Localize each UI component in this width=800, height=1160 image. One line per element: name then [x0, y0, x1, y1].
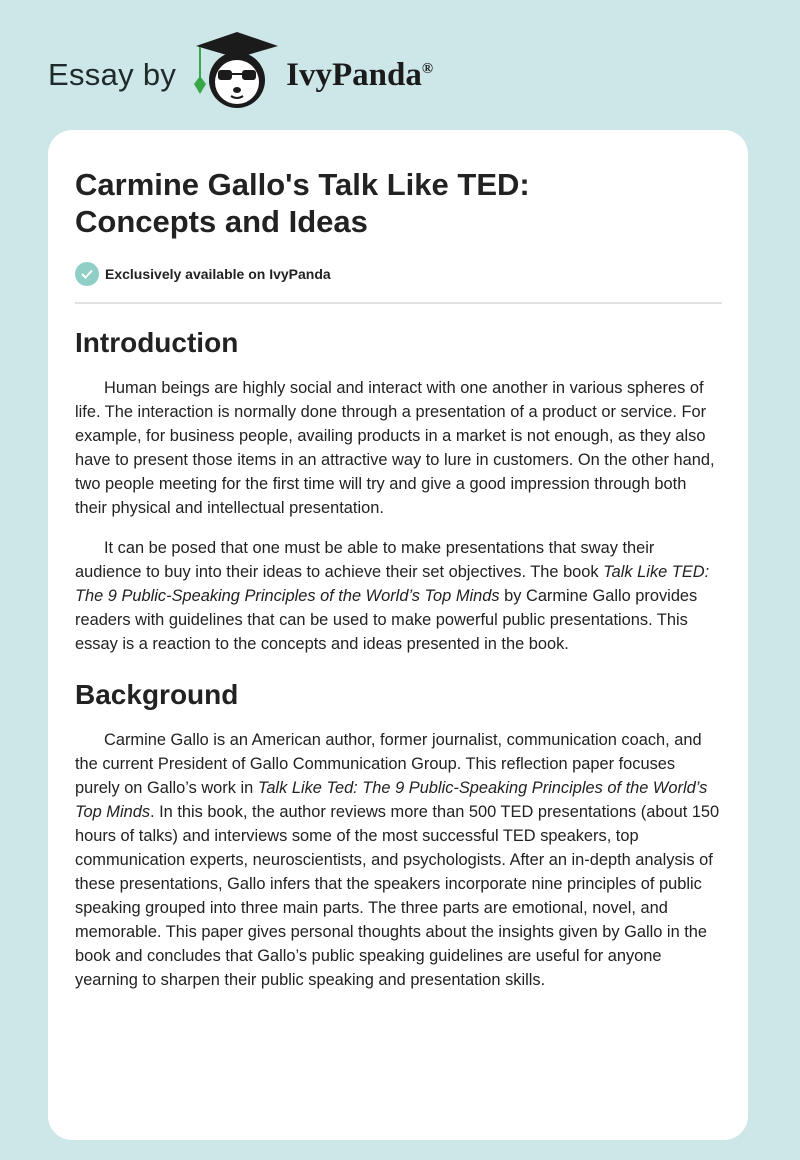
text-segment: by Carmine Gallo provides readers with guidelines that can be used to make powerful public presentations. This essay is a reaction to the concepts and ideas presented in the book. [75, 587, 698, 653]
text-segment: It can be posed that one must be able to make presentations that sway their audience to buy into their ideas to achieve their set objectives. The book [75, 539, 655, 581]
text-segment: Carmine Gallo is an American author, former journalist, communication coach, and the current President of Gallo Communication Group. This reflection paper focuses purely on Gallo’s work in [75, 731, 702, 797]
book-title: Talk Like TED: The 9 Public-Speaking Principles of the World’s Top Minds [75, 563, 710, 605]
site-header [48, 40, 433, 110]
text-segment: . In this book, the author reviews more than 500 TED presentations (about 150 hours of talks) and interviews some of the most successful TED speakers, top communication experts, neuroscientists, and psychologists. After an in-depth analysis of these presentations, Gallo infers that the speakers incorporate nine principles of public speaking grouped into three main parts. The three parts are emotional, novel, and memorable. This paper gives personal thoughts about the insights given by Gallo in the book and concludes that Gallo’s public speaking guidelines are useful for anyone yearning to sharpen their public speaking and presentation skills. [75, 803, 720, 989]
check-icon [75, 262, 99, 286]
section-heading: Background [75, 679, 239, 710]
badge-text: Exclusively available on IvyPanda [105, 266, 331, 282]
ivypanda-logo-icon[interactable] [194, 28, 280, 114]
title-line-1: Carmine Gallo's Talk Like TED: [75, 167, 530, 202]
paragraph [75, 376, 722, 520]
text-segment: Human beings are highly social and interact with one another in various spheres of life. The interaction is normally done through a presentation of a product or service. For example, for business people, availing products in a market is not enough, as they also have to present those items in an attractive way to lure in customers. On the other hand, two people meeting for the first time will try and give a good impression through both their physical and intellectual presentation. [75, 379, 715, 517]
book-title: Talk Like Ted: The 9 Public-Speaking Principles of the World’s Top Minds [75, 779, 708, 821]
divider [75, 302, 722, 304]
essay-card [48, 130, 748, 1140]
brand-text: IvyPanda [286, 56, 422, 93]
paragraph [75, 728, 722, 992]
section-heading: Introduction [75, 327, 239, 358]
article-body [75, 326, 722, 992]
registered-mark: ® [421, 60, 434, 77]
essay-by-label: Essay by [48, 57, 177, 92]
title-line-2: Concepts and Ideas [75, 204, 368, 239]
page-title [75, 166, 722, 240]
brand-name [286, 57, 433, 94]
paragraph [75, 536, 722, 656]
exclusive-badge [75, 262, 722, 286]
